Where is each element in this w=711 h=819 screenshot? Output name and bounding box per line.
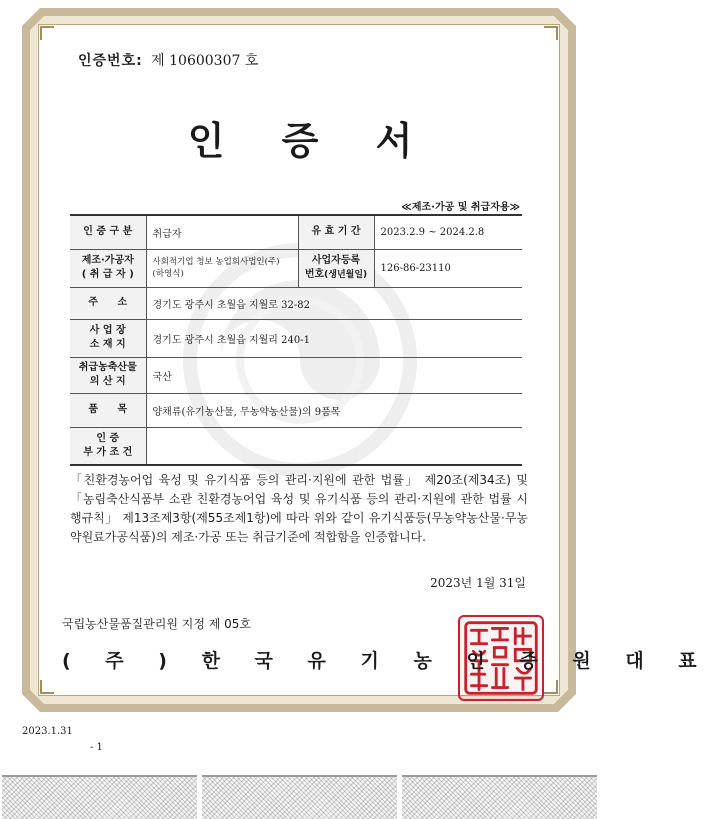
site-value: 경기도 광주시 초월읍 지월리 240-1 bbox=[146, 319, 522, 357]
certificate-number-label: 인증번호: bbox=[78, 53, 143, 69]
issue-date: 2023년 1월 31일 bbox=[430, 576, 526, 590]
address-label: 주 소 bbox=[70, 287, 146, 319]
designation-notice: 국립농산물품질관리원 지정 제 05호 bbox=[62, 617, 252, 631]
footer-date: 2023.1.31 bbox=[22, 726, 73, 737]
certification-statement: 「친환경농어업 육성 및 유기식품 등의 관리·지원에 관한 법률」 제20조(제34조) 및 「농림축산식품부 소관 친환경농어업 육성 및 유기식품 등의 관리·지원에 관한 법률 시행규칙」 제13조제3항(제55조제1항)에 따라 위와 같이 유기식품등(무농약농산물·무농약원료가공식품)의 제조·가공 또는 취급기준에 적합함을 인증합니다. bbox=[70, 473, 528, 544]
table-row bbox=[70, 319, 522, 357]
border-ornament bbox=[544, 26, 558, 40]
scan-noise-strip bbox=[402, 775, 597, 819]
origin-value: 국산 bbox=[146, 357, 522, 393]
table-row bbox=[70, 393, 522, 427]
table-row bbox=[70, 287, 522, 319]
border-ornament bbox=[544, 680, 558, 694]
issuer-name: ( 주 ) 한 국 유 기 농 인 증 원 대 표 bbox=[62, 650, 711, 672]
certificate-info-table bbox=[70, 214, 522, 466]
site-label: 사 업 장 소 재 지 bbox=[70, 319, 146, 357]
business-number-label: 사업자등록 번호(생년월일) bbox=[298, 249, 374, 287]
table-row bbox=[70, 215, 522, 249]
category-label: 인 증 구 분 bbox=[70, 215, 146, 249]
conditions-label: 인 증 부 가 조 건 bbox=[70, 427, 146, 465]
table-row bbox=[70, 249, 522, 287]
table-row bbox=[70, 357, 522, 393]
items-value: 양채류(유기농산물, 무농약농산물)의 9품목 bbox=[146, 393, 522, 427]
border-ornament bbox=[40, 26, 54, 40]
address-value: 경기도 광주시 초월읍 지월로 32-82 bbox=[146, 287, 522, 319]
origin-label: 취급농축산물 의 산 지 bbox=[70, 357, 146, 393]
border-ornament bbox=[40, 680, 54, 694]
category-value: 취급자 bbox=[146, 215, 298, 249]
conditions-value bbox=[146, 427, 522, 465]
validity-value: 2023.2.9 ~ 2024.2.8 bbox=[374, 215, 522, 249]
footer-page-number: - 1 bbox=[90, 742, 103, 753]
table-row bbox=[70, 427, 522, 465]
maker-value: 사회적기업 청보 농업회사법인(주) (하영식) bbox=[146, 249, 298, 287]
certificate-scope: ≪제조·가공 및 취급자용≫ bbox=[401, 202, 520, 213]
certificate-number-value: 제 10600307 호 bbox=[151, 53, 259, 69]
certificate-number bbox=[78, 50, 258, 70]
validity-label: 유 효 기 간 bbox=[298, 215, 374, 249]
items-label: 품 목 bbox=[70, 393, 146, 427]
scan-noise-strip bbox=[2, 775, 197, 819]
certificate-title: 인 증 서 bbox=[187, 118, 435, 163]
maker-label: 제조·가공자 ( 취 급 자 ) bbox=[70, 249, 146, 287]
business-number-value: 126-86-23110 bbox=[374, 249, 522, 287]
scan-noise-strip bbox=[202, 775, 397, 819]
